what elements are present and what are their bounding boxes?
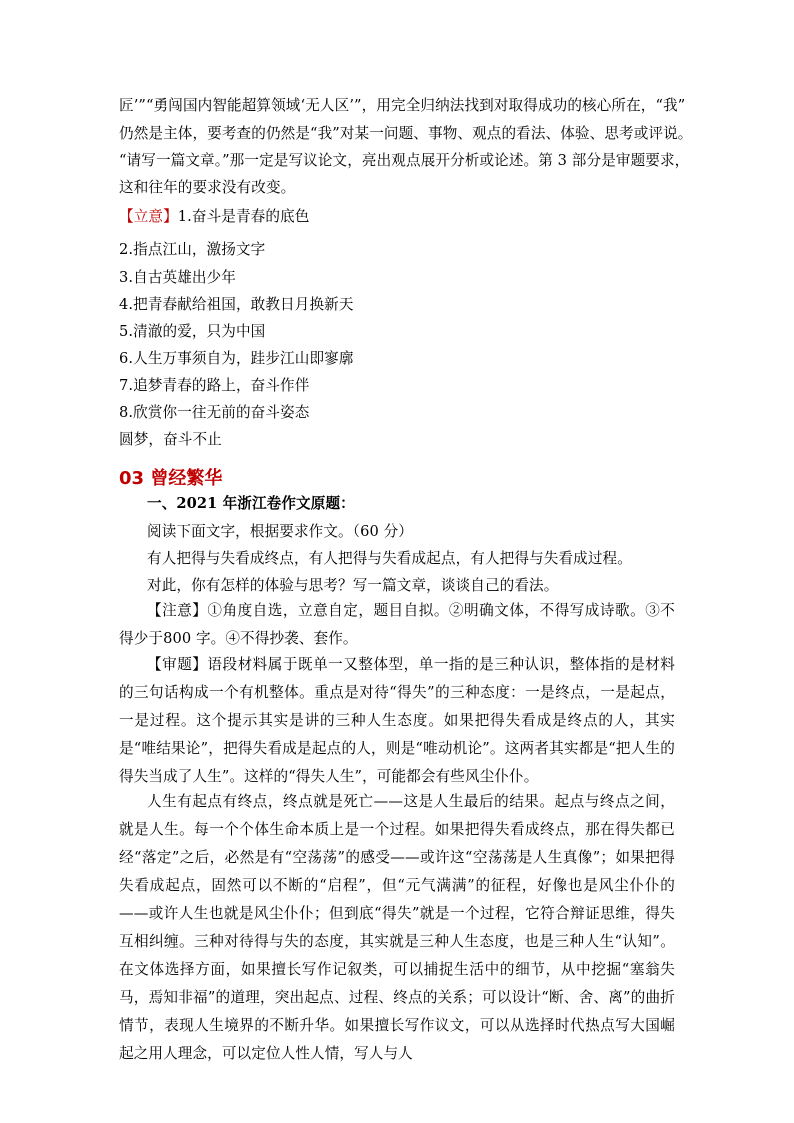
liyi-item-5: 5.清澈的爱，只为中国 (119, 323, 266, 340)
liyi-item-2: 2.指点江山，激扬文字 (119, 241, 266, 258)
liyi-item-1-line (119, 203, 675, 231)
liyi-tag: 【立意】 (119, 208, 178, 225)
intro-line-1: 匠’”“勇闯国内智能超算领域‘无人区’”，用完全归纳法找到对取得成功的核心所在，“我” (119, 97, 686, 114)
intro-line-2: 仍然是主体，要考查的仍然是“我”对某一问题、事物、观点的看法、体验、思考或评说。 (119, 125, 693, 142)
notice-paragraph: 【注意】①角度自选，立意自定，题目自拟。②明确文体，不得写成诗歌。③不得少于800 字。④不得抄袭、套作。 (119, 602, 675, 647)
prompt-line-3: 对此，你有怎样的体验与思考？写一篇文章，谈谈自己的看法。 (147, 577, 559, 594)
shenti-paragraph: 【审题】语段材料属于既单一又整体型，单一指的是三种认识，整体指的是材料的三句话构成一个有机整体。重点是对待“得失”的三种态度：一是终点，一是起点，一是过程。这个提示其实是讲的三种人生态度。如果把得失看成是终点的人，其实是“唯结果论”，把得失看成是起点的人，则是“唯动机论”。这两者其实都是“把人生的得失当成了人生”。这样的“得失人生”，可能都会有些风尘仆仆。 (119, 656, 675, 785)
body-paragraph: 人生有起点有终点，终点就是死亡——这是人生最后的结果。起点与终点之间，就是人生。每一个个体生命本质上是一个过程。如果把得失看成终点，那在得失都已经“落定”之后，必然是有“空荡荡”的感受——或许这“空荡荡是人生真像”；如果把得失看成起点，固然可以不断的“启程”，但“元气满满”的征程，好像也是风尘仆仆的——或许人生也就是风尘仆仆；但到底“得失”就是一个过程，它符合辩证思维，得失互相纠缠。三种对待得与失的态度，其实就是三种人生态度，也是三种人生“认知”。在文体选择方面，如果擅长写作记叙类，可以捕捉生活中的细节，从中挖掘“塞翁失马，焉知非福”的道理，突出起点、过程、终点的关系；可以设计“断、舍、离”的曲折情节，表现人生境界的不断升华。如果擅长写作议文，可以从选择时代热点写大国崛起之用人理念，可以定位人性人情，写人与人 (119, 793, 675, 1062)
liyi-item-7: 7.追梦青春的路上，奋斗作伴 (119, 377, 310, 394)
liyi-item-8: 8.欣赏你一往无前的奋斗姿态 (119, 404, 310, 421)
intro-line-4: 这和往年的要求没有改变。 (119, 179, 296, 196)
liyi-item-1: 1.奋斗是青春的底色 (177, 208, 310, 225)
liyi-item-3: 3.自古英雄出少年 (119, 269, 236, 286)
liyi-item-4: 4.把青春献给祖国，敢教日月换新天 (119, 296, 354, 313)
liyi-item-9: 圆梦，奋斗不止 (119, 431, 222, 448)
section-subheading: 一、2021 年浙江卷作文原题： (147, 495, 355, 512)
intro-line-3: “请写一篇文章。”那一定是写议论文，亮出观点展开分析或论述。第 3 部分是审题要求， (119, 152, 690, 169)
prompt-line-2: 有人把得与失看成终点，有人把得与失看成起点，有人把得与失看成过程。 (147, 550, 632, 567)
section-heading: 03 曾经繁华 (119, 468, 223, 489)
liyi-item-6: 6.人生万事须自为，跬步江山即寥廓 (119, 350, 354, 367)
prompt-line-1: 阅读下面文字，根据要求作文。（60 分） (147, 523, 414, 540)
